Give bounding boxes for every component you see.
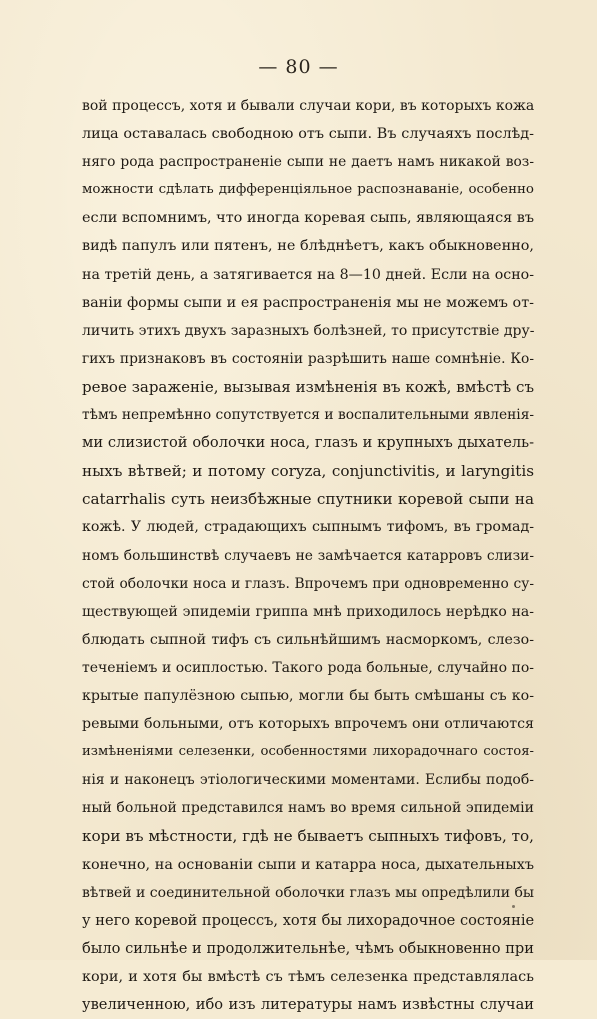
text-line: можности сдѣлать дифференціяльное распознаваніе, особенно (82, 182, 534, 198)
text-line: гихъ признаковъ въ состояніи разрѣшить наше сомнѣніе. Ко- (82, 350, 534, 367)
text-line: тѣмъ непремѣнно сопутствуется и воспалительными явленія- (82, 407, 534, 424)
text-line: ный больной представился намъ во время сильной эпидеміи (82, 800, 534, 817)
text-line: измѣненіями селезенки, особенностями лихорадочнаго состоя- (82, 744, 534, 760)
text-line: ществующей эпидеміи гриппа мнѣ приходилось нерѣдко на- (82, 603, 534, 620)
text-line: увеличенною, ибо изъ литературы намъ извѣстны случаи (82, 996, 534, 1013)
text-line: ныхъ вѣтвей; и потому coryza, conjunctivitis, и laryngitis (82, 462, 534, 481)
text-line: вѣтвей и соединительной оболочки глазъ мы опредѣлили бы (82, 884, 534, 901)
text-line: личить этихъ двухъ заразныхъ болѣзней, то присутствіе дру- (82, 322, 534, 339)
body-text (82, 92, 534, 1019)
text-line: номъ большинствѣ случаевъ не замѣчается катарровъ слизи- (82, 547, 534, 564)
text-line: ревыми больными, отъ которыхъ впрочемъ они отличаются (82, 716, 534, 733)
text-line: у него коревой процессъ, хотя бы лихорадочное состояніе (82, 911, 534, 929)
text-line: кори въ мѣстности, гдѣ не бываетъ сыпныхъ тифовъ, то, (82, 827, 534, 846)
text-line: теченіемъ и осиплостью. Такого рода больные, случайно по- (82, 659, 534, 676)
text-line: няго рода распространеніе сыпи не даетъ намъ никакой воз- (82, 154, 534, 171)
page-number: — 80 — (258, 56, 339, 78)
text-line: catarrhalis суть неизбѣжные спутники коревой сыпи на (82, 490, 534, 509)
text-line: конечно, на основаніи сыпи и катарра носа, дыхательныхъ (82, 856, 534, 873)
text-line: если вспомнимъ, что иногда коревая сыпь, являющаяся въ (82, 210, 534, 227)
text-line: видѣ папулъ или пятенъ, не блѣднѣетъ, какъ обыкновенно, (82, 238, 534, 255)
text-line: нія и наконецъ этіологическими моментами. Еслибы подоб- (82, 772, 534, 789)
text-line: было сильнѣе и продолжительнѣе, чѣмъ обыкновенно при (82, 939, 534, 957)
text-line: крытые папулёзною сыпью, могли бы быть смѣшаны съ ко- (82, 687, 534, 704)
text-line: стой оболочки носа и глазъ. Впрочемъ при одновременно су- (82, 575, 534, 592)
ink-speck (512, 905, 515, 908)
text-line: кори, и хотя бы вмѣстѣ съ тѣмъ селезенка представлялась (82, 968, 534, 985)
text-line: кожѣ. У людей, страдающихъ сыпнымъ тифомъ, въ громад- (82, 519, 534, 536)
text-line: вой процессъ, хотя и бывали случаи кори, въ которыхъ кожа (82, 98, 534, 114)
text-line: блюдать сыпной тифъ съ сильнѣйшимъ насморкомъ, слезо- (82, 631, 534, 648)
text-line: на третій день, а затягивается на 8—10 дней. Если на осно- (82, 266, 534, 283)
text-line: лица оставалась свободною отъ сыпи. Въ случаяхъ послѣд- (82, 126, 534, 143)
text-line: ревое зараженіе, вызывая измѣненія въ кожѣ, вмѣстѣ съ (82, 377, 534, 396)
text-line: ми слизистой оболочки носа, глазъ и крупныхъ дыхатель- (82, 434, 534, 452)
text-line: ваніи формы сыпи и ея распространенія мы не можемъ от- (82, 294, 534, 311)
